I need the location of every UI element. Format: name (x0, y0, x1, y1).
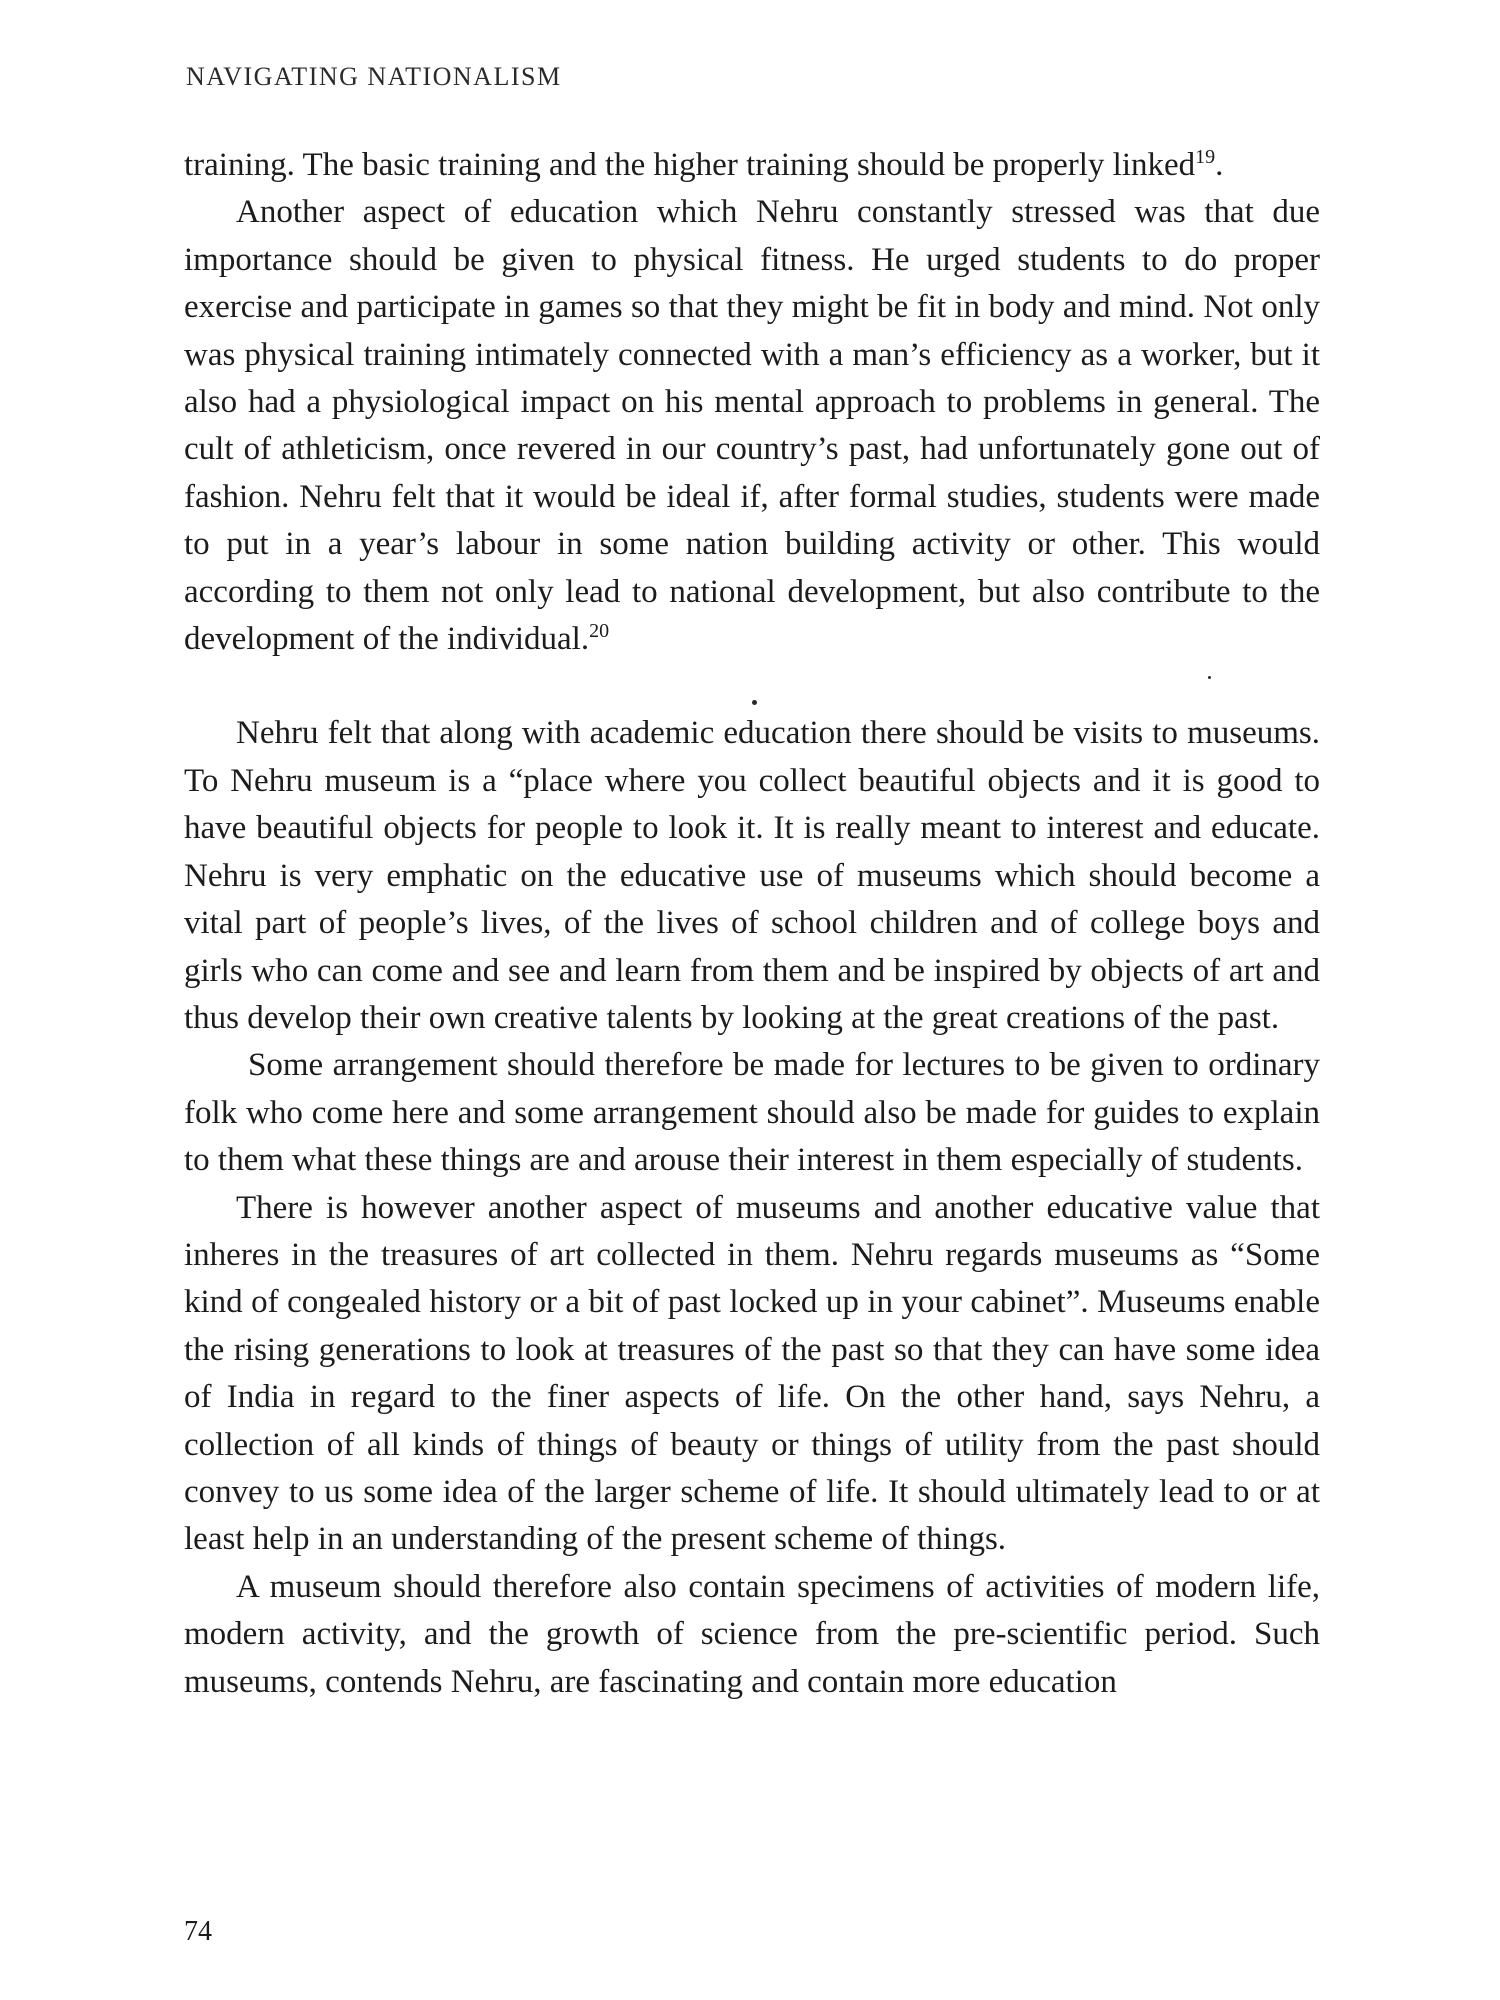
paragraph-5-text: There is however another aspect of museums and another educative value that inheres in the treasures of art collected in them. Nehru regards museums as “Some kind of congealed history or a bit of past locked up in your cabinet”. Museums enable the rising generations to look at treasures of the past so that they can have some idea of India in regard to the finer aspects of life. On the other hand, says Nehru, a collection of all kinds of things of beauty or things of utility from the past should convey to us some idea of the larger scheme of life. It should ultimately lead to or at least help in an understanding of the present scheme of things. (184, 1189, 1320, 1558)
body-text (184, 142, 1320, 1706)
paragraph-1-period: . (1215, 147, 1224, 183)
page-number: 74 (184, 1916, 212, 1947)
paragraph-1 (184, 142, 1320, 189)
running-head: NAVIGATING NATIONALISM (186, 62, 562, 91)
paragraph-3 (184, 710, 1320, 1042)
paragraph-5 (184, 1185, 1320, 1564)
print-speck (752, 700, 757, 705)
paragraph-1-text: training. The basic training and the higher training should be properly linked (184, 147, 1196, 183)
paragraph-4 (184, 1042, 1320, 1184)
paragraph-6-text: A museum should therefore also contain specimens of activities of modern life, modern activity, and the growth of science from the pre-scientific period. Such museums, contends Nehru, are fascinating and contain more education (184, 1568, 1320, 1700)
print-speck (1208, 676, 1211, 679)
paragraph-2 (184, 189, 1320, 663)
paragraph-4-text: Some arrangement should therefore be made for lectures to be given to ordinary folk who come here and some arrangement should also be made for guides to explain to them what these things are and arouse their interest in them especially of students. (184, 1047, 1320, 1179)
paragraph-6 (184, 1564, 1320, 1706)
paragraph-3-text: Nehru felt that along with academic education there should be visits to museums. To Nehru museum is a “place where you collect beautiful objects and it is good to have beautiful objects for people to look it. It is really meant to interest and educate. Nehru is very emphatic on the educative use of museums which should become a vital part of people’s lives, of the lives of school children and of college boys and girls who can come and see and learn from them and be inspired by objects of art and thus develop their own creative talents by looking at the great creations of the past. (184, 715, 1320, 1036)
footnote-ref-20: 20 (589, 620, 610, 643)
paragraph-2-text: Another aspect of education which Nehru constantly stressed was that due importance should be given to physical fitness. He urged students to do proper exercise and participate in games so that they might be fit in body and mind. Not only was physical training intimately connected with a man’s efficiency as a worker, but it also had a physiological impact on his mental approach to problems in general. The cult of athleticism, once revered in our country’s past, had unfortunately gone out of fashion. Nehru felt that it would be ideal if, after formal studies, students were made to put in a year’s labour in some nation building activity or other. This would according to them not only lead to national development, but also contribute to the development of the individual. (184, 194, 1320, 658)
footnote-ref-19: 19 (1195, 146, 1216, 168)
